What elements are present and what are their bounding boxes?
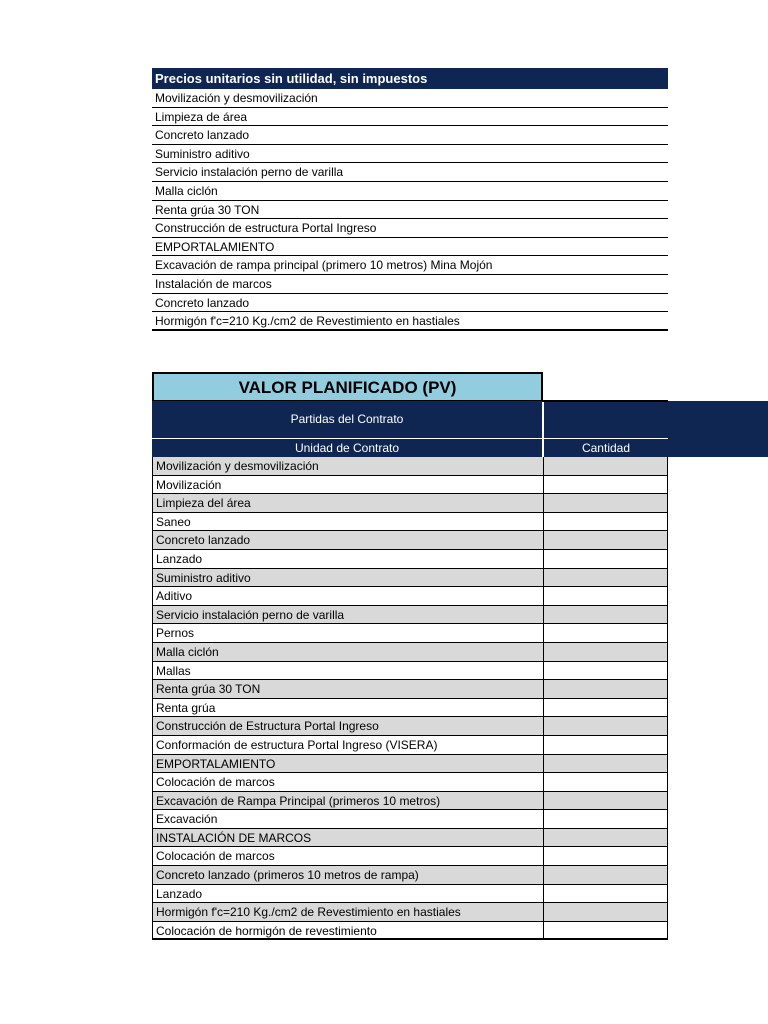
precios-row: Concreto lanzado <box>152 294 668 313</box>
pv-unidad-header: Unidad de Contrato <box>152 439 542 457</box>
precios-row: Hormigón f'c=210 Kg./cm2 de Revestimiento en hastiales <box>152 312 668 331</box>
pv-row-cantidad-cell[interactable] <box>543 773 668 791</box>
pv-row-label: Pernos <box>152 624 543 642</box>
pv-row-label: INSTALACIÓN DE MARCOS <box>152 829 543 847</box>
precios-row: Movilización y desmovilización <box>152 89 668 108</box>
pv-row-label: Aditivo <box>152 587 543 605</box>
precios-unitarios-table <box>152 68 668 331</box>
pv-row-label: Conformación de estructura Portal Ingreso (VISERA) <box>152 736 543 754</box>
pv-row-cantidad-cell[interactable] <box>543 494 668 512</box>
pv-table-row <box>152 922 668 941</box>
pv-table-row <box>152 736 668 755</box>
pv-table-body <box>152 457 668 940</box>
pv-row-label: Servicio instalación perno de varilla <box>152 606 543 624</box>
pv-row-cantidad-cell[interactable] <box>543 699 668 717</box>
pv-row-cantidad-cell[interactable] <box>543 662 668 680</box>
pv-row-label: Renta grúa 30 TON <box>152 680 543 698</box>
pv-row-label: Concreto lanzado (primeros 10 metros de rampa) <box>152 866 543 884</box>
pv-row-cantidad-cell[interactable] <box>543 476 668 494</box>
pv-row-cantidad-cell[interactable] <box>543 587 668 605</box>
pv-row-label: EMPORTALAMIENTO <box>152 755 543 773</box>
pv-table-row <box>152 810 668 829</box>
pv-table-row <box>152 903 668 922</box>
pv-table-row <box>152 457 668 476</box>
pv-row-label: Limpieza del área <box>152 494 543 512</box>
pv-row-cantidad-cell[interactable] <box>543 885 668 903</box>
pv-row-cantidad-cell[interactable] <box>543 550 668 568</box>
pv-table-row <box>152 513 668 532</box>
pv-table-row <box>152 755 668 774</box>
pv-row-label: Hormigón f'c=210 Kg./cm2 de Revestimiento en hastiales <box>152 903 543 921</box>
pv-table-row <box>152 847 668 866</box>
pv-row-label: Suministro aditivo <box>152 569 543 587</box>
pv-row-cantidad-cell[interactable] <box>543 903 668 921</box>
pv-row-cantidad-cell[interactable] <box>543 922 668 939</box>
pv-cantidad-header: Cantidad <box>543 438 668 457</box>
pv-row-label: Malla ciclón <box>152 643 543 661</box>
precios-row: Instalación de marcos <box>152 275 668 294</box>
precios-row: EMPORTALAMIENTO <box>152 238 668 257</box>
precios-row: Renta grúa 30 TON <box>152 201 668 220</box>
pv-table-row <box>152 662 668 681</box>
pv-row-cantidad-cell[interactable] <box>543 680 668 698</box>
pv-row-label: Lanzado <box>152 550 543 568</box>
pv-table-row <box>152 643 668 662</box>
precios-row: Servicio instalación perno de varilla <box>152 163 668 182</box>
pv-table-row <box>152 885 668 904</box>
pv-title: VALOR PLANIFICADO (PV) <box>152 372 543 402</box>
pv-row-label: Excavación <box>152 810 543 828</box>
pv-row-cantidad-cell[interactable] <box>543 457 668 475</box>
pv-header-divider <box>543 400 668 402</box>
pv-row-cantidad-cell[interactable] <box>543 569 668 587</box>
pv-table-row <box>152 494 668 513</box>
pv-row-label: Saneo <box>152 513 543 531</box>
precios-row: Construcción de estructura Portal Ingreso <box>152 219 668 238</box>
precios-row: Malla ciclón <box>152 182 668 201</box>
pv-row-label: Renta grúa <box>152 699 543 717</box>
pv-table-row <box>152 550 668 569</box>
precios-row: Excavación de rampa principal (primero 10 metros) Mina Mojón <box>152 256 668 275</box>
pv-table-row <box>152 792 668 811</box>
pv-row-cantidad-cell[interactable] <box>543 866 668 884</box>
precios-row: Concreto lanzado <box>152 126 668 145</box>
pv-table-row <box>152 717 668 736</box>
pv-row-label: Lanzado <box>152 885 543 903</box>
pv-row-cantidad-cell[interactable] <box>543 643 668 661</box>
pv-row-cantidad-cell[interactable] <box>543 792 668 810</box>
pv-table-row <box>152 829 668 848</box>
precios-row: Suministro aditivo <box>152 145 668 164</box>
precios-unitarios-rows <box>152 89 668 331</box>
pv-row-label: Colocación de marcos <box>152 847 543 865</box>
pv-table-row <box>152 699 668 718</box>
pv-row-cantidad-cell[interactable] <box>543 736 668 754</box>
pv-row-label: Colocación de hormigón de revestimiento <box>152 922 543 939</box>
pv-row-cantidad-cell[interactable] <box>543 606 668 624</box>
precios-unitarios-header: Precios unitarios sin utilidad, sin impuestos <box>152 68 668 89</box>
pv-row-label: Mallas <box>152 662 543 680</box>
pv-row-cantidad-cell[interactable] <box>543 717 668 735</box>
precios-row: Limpieza de área <box>152 108 668 127</box>
pv-row-cantidad-cell[interactable] <box>543 755 668 773</box>
pv-table-row <box>152 680 668 699</box>
pv-table-row <box>152 866 668 885</box>
pv-row-cantidad-cell[interactable] <box>543 513 668 531</box>
pv-table-row <box>152 773 668 792</box>
pv-table-row <box>152 587 668 606</box>
pv-table-row <box>152 476 668 495</box>
pv-row-label: Movilización <box>152 476 543 494</box>
pv-row-cantidad-cell[interactable] <box>543 810 668 828</box>
pv-table-row <box>152 569 668 588</box>
pv-row-label: Colocación de marcos <box>152 773 543 791</box>
pv-partidas-header: Partidas del Contrato <box>152 401 542 438</box>
pv-row-label: Excavación de Rampa Principal (primeros 10 metros) <box>152 792 543 810</box>
pv-table-row <box>152 624 668 643</box>
pv-row-cantidad-cell[interactable] <box>543 624 668 642</box>
pv-row-label: Concreto lanzado <box>152 531 543 549</box>
pv-table-row <box>152 606 668 625</box>
pv-row-label: Movilización y desmovilización <box>152 457 543 475</box>
pv-row-cantidad-cell[interactable] <box>543 829 668 847</box>
pv-row-cantidad-cell[interactable] <box>543 847 668 865</box>
pv-row-label: Construcción de Estructura Portal Ingreso <box>152 717 543 735</box>
pv-table-row <box>152 531 668 550</box>
pv-row-cantidad-cell[interactable] <box>543 531 668 549</box>
